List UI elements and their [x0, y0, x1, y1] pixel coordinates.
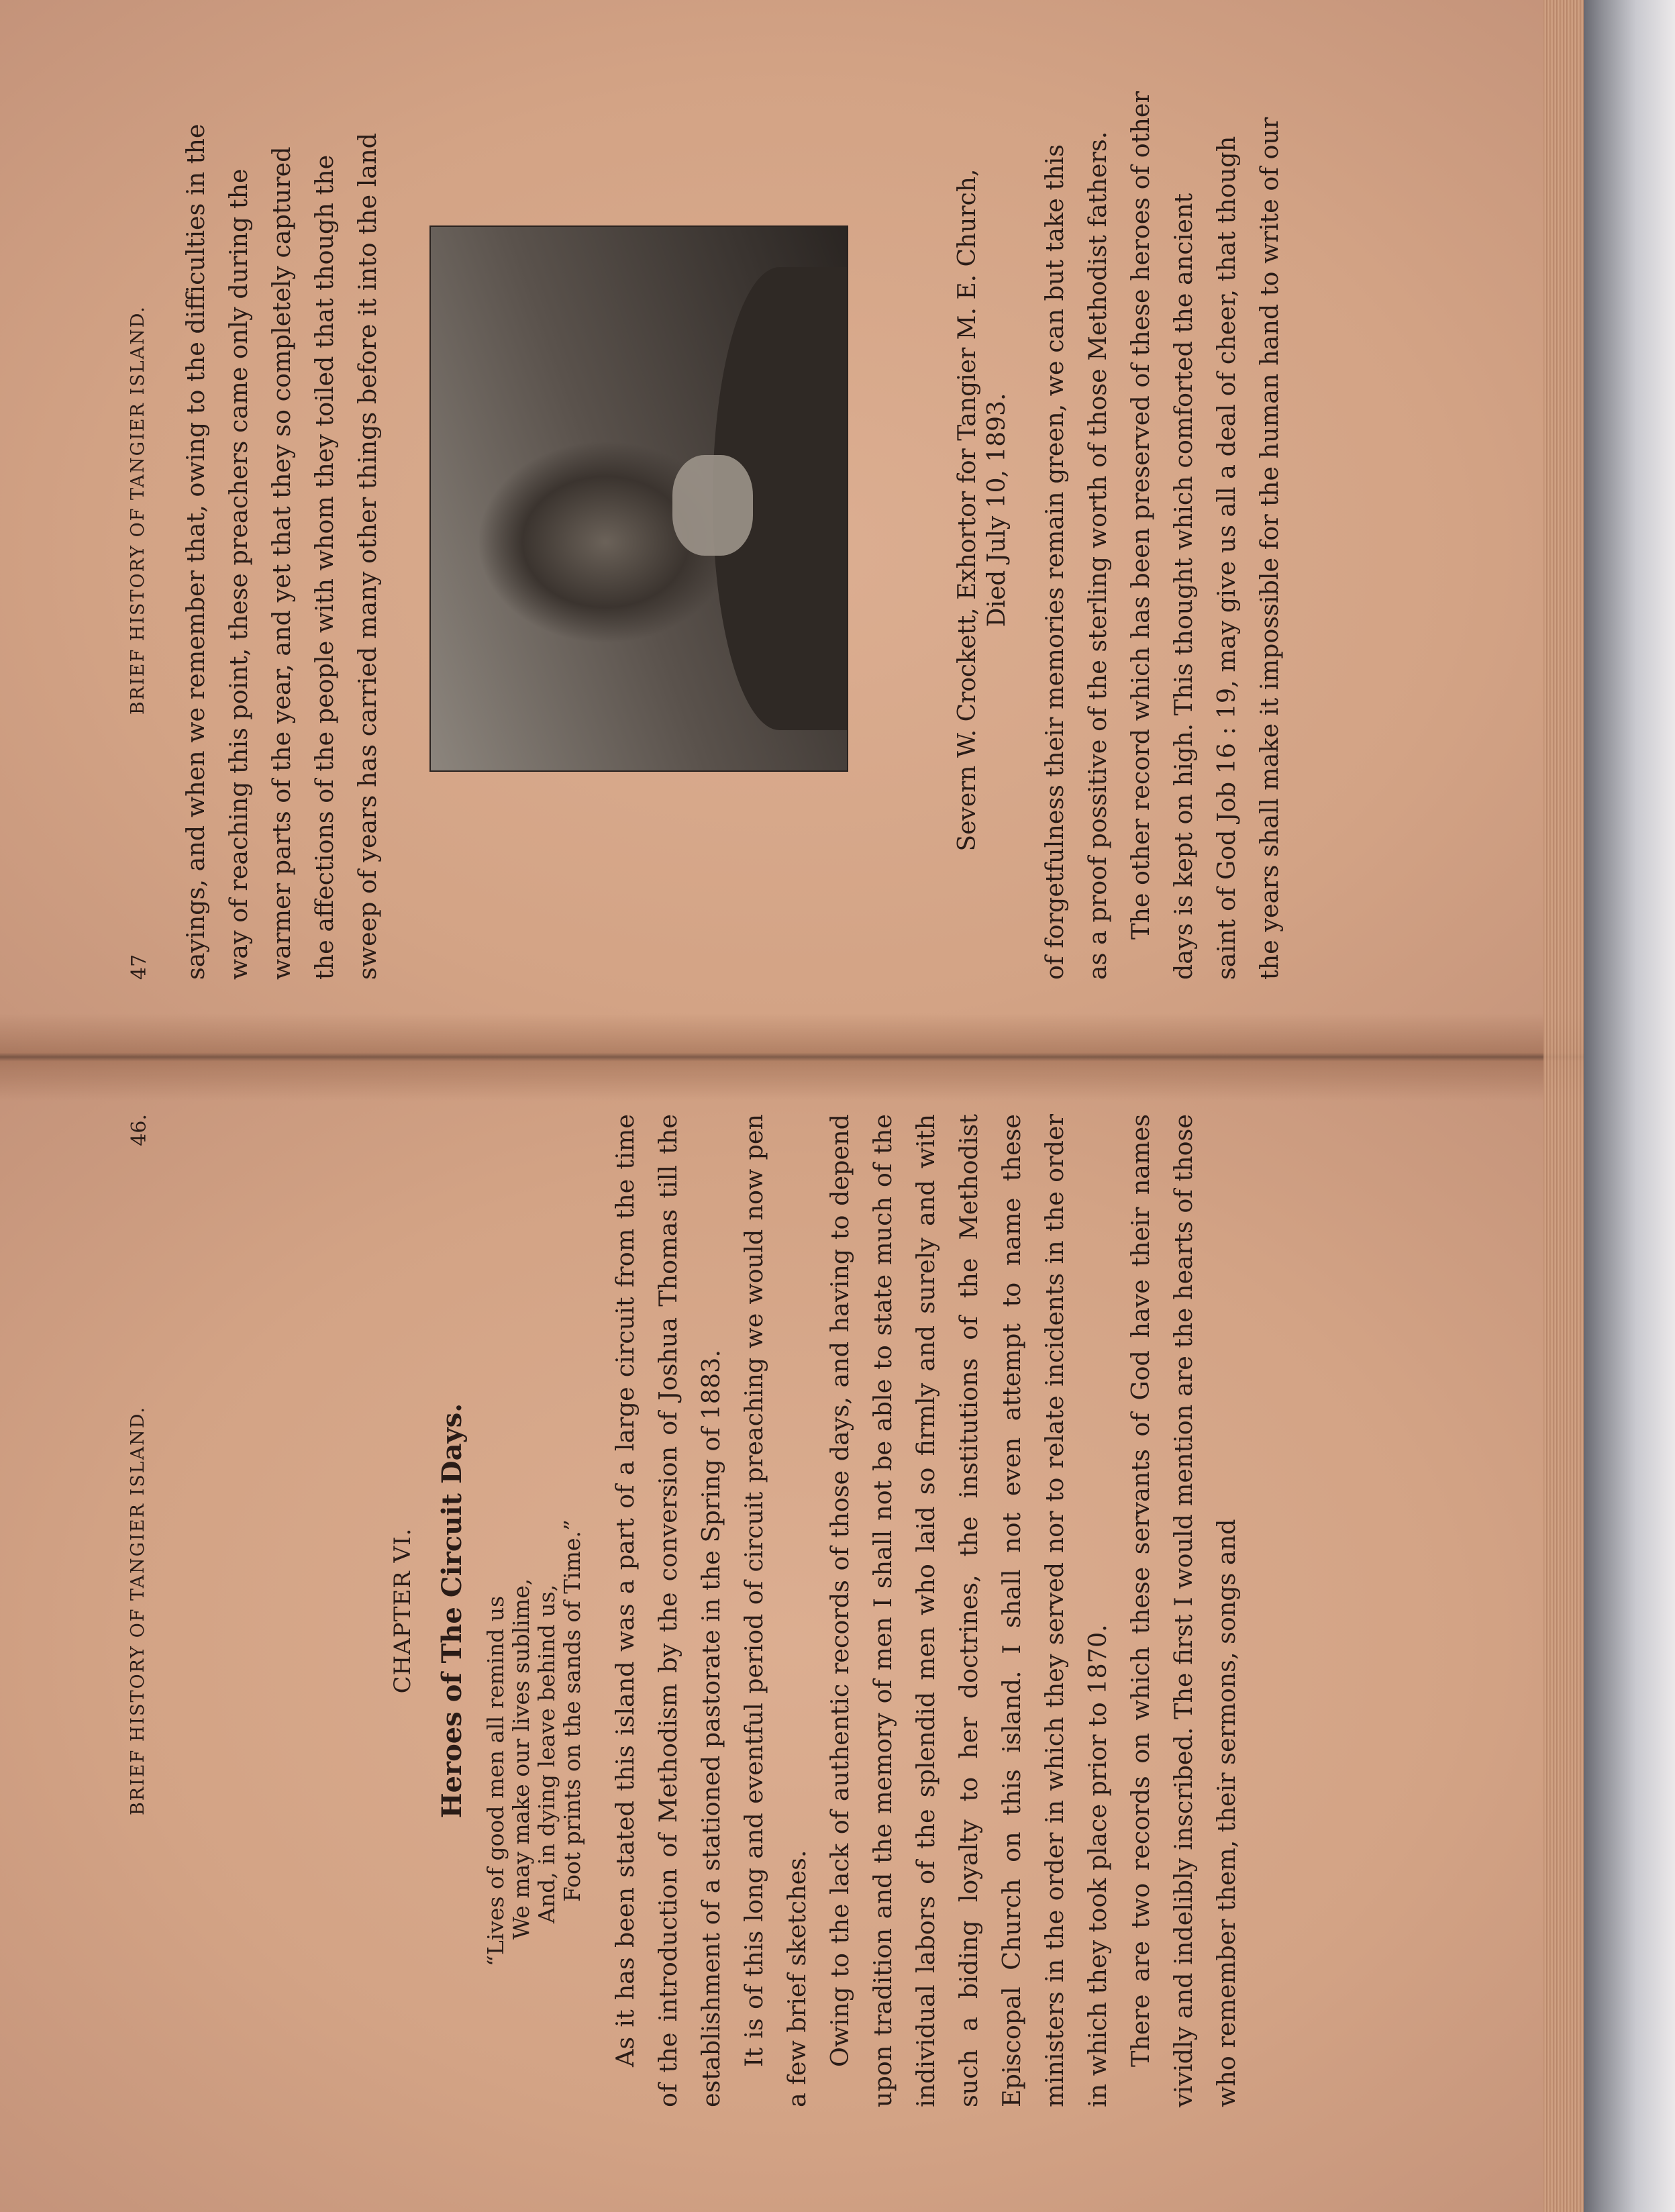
text-line: as a proof possitive of the sterling worth of those Methodist fathers. [1083, 131, 1112, 980]
paragraph: As it has been stated this island was a part of a large circuit from the time of the introduction of Methodism by the conversion of Joshua Thomas till the establishment of a stationed pastorate in the Spring of 1883. [611, 1114, 725, 2107]
page-46 [0, 1074, 1584, 2212]
book-gutter [0, 1013, 1584, 1101]
running-title: BRIEF HISTORY OF TANGIER ISLAND. [128, 305, 148, 715]
page-47-content [121, 0, 1543, 1020]
text-line: the affections of the people with whom they toiled that though the [310, 154, 339, 980]
caption-line: Severn W. Crockett, Exhortor for Tangier M. E. Church, [954, 168, 981, 852]
text-line: sweep of years has carried many other things before it into the land [353, 132, 382, 980]
paragraph: It is of this long and eventful period of circuit preaching we would now pen a few brief sketches. [740, 1114, 811, 2107]
text-line: of forgetfulness their memories remain green, we can but take this [1040, 144, 1069, 980]
chapter-number: CHAPTER VI. [389, 1527, 416, 1694]
body-text-bottom [1033, 40, 1291, 980]
text-line: sayings, and when we remember that, owing to the difficulties in the [181, 123, 210, 980]
text-line: saint of God Job 16 : 19, may give us all a deal of cheer, that though [1212, 136, 1241, 980]
page-number: 46. [128, 1114, 151, 1146]
text-line: way of reaching this point, these preachers came only during the [224, 168, 253, 980]
epigraph-verse [483, 1362, 585, 1966]
page-number: 47 [128, 954, 151, 980]
portrait-photo [429, 225, 848, 772]
page-edges [1543, 0, 1584, 2212]
paragraph: Owing to the lack of authentic records of those days, and having to depend upon tradition and the memory of men I shall not be able to state much of the individual labors of the splendid men who laid so firmly and surely and with such a biding loyalty to her doctrines, the institutions of the Methodist Episcopal Church on this island. I shall not even attempt to name these ministers in the order in which they served nor to relate incidents in the order in which they took place prior to 1870. [825, 1114, 1112, 2107]
paragraph: There are two records on which these servants of God have their names vividly and indelibly inscribed. The first I would mention are the hearts of those who remember them, their sermons, songs and [1126, 1114, 1241, 2107]
verse-line: We may make our lives sublime, [508, 1578, 534, 1940]
page-47 [0, 0, 1584, 1101]
portrait-caption [953, 0, 1012, 1020]
verse-line: Foot prints on the sands of Time.” [559, 1519, 585, 1902]
caption-line: Died July 10, 1893. [983, 393, 1011, 627]
chapter-body [604, 1114, 1248, 2107]
running-header [121, 0, 161, 1020]
desk-background [1577, 0, 1675, 2212]
page-46-content [121, 1074, 1543, 2148]
portrait-beard [672, 455, 753, 556]
body-text-top [174, 40, 389, 980]
verse-line: “Lives of good men all remind us [483, 1595, 509, 1966]
text-line: days is kept on high. This thought which comforted the ancient [1169, 193, 1198, 980]
text-line: The other record which has been preserved of these heroes of other [1126, 91, 1155, 940]
chapter-title: Heroes of The Circuit Days. [436, 1403, 468, 1819]
text-line: warmer parts of the year, and yet that they so completely captured [267, 146, 296, 980]
text-line: the years shall make it impossible for the human hand to write of our [1255, 117, 1284, 980]
running-header [121, 1074, 161, 2148]
running-title: BRIEF HISTORY OF TANGIER ISLAND. [128, 1405, 148, 1816]
verse-line: And, in dying leave behind us, [534, 1584, 560, 1923]
